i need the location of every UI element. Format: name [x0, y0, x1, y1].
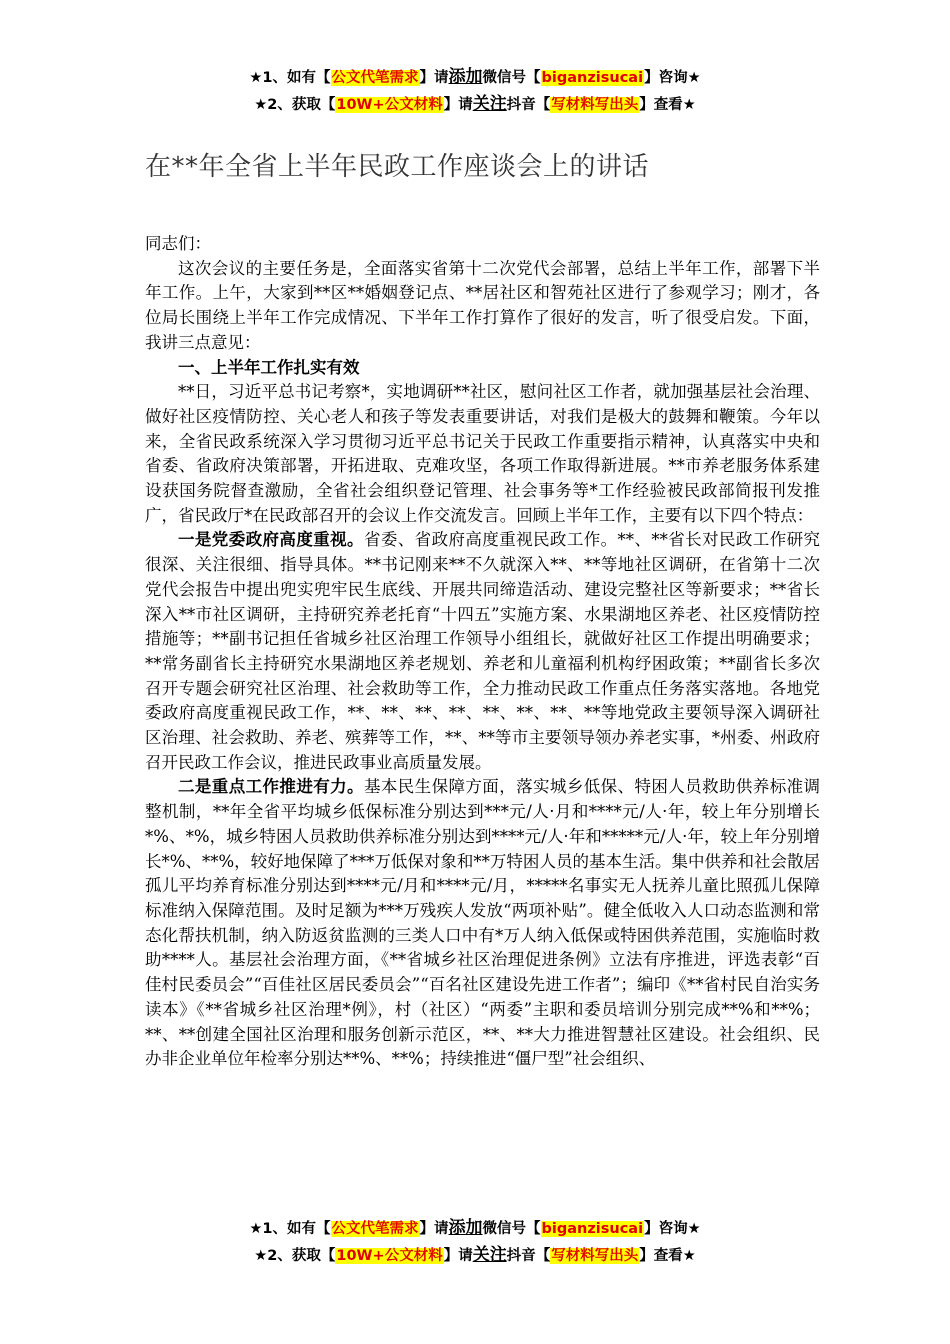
salutation: 同志们： [145, 234, 211, 253]
section-heading: 一、上半年工作扎实有效 [178, 357, 360, 377]
document-body [145, 232, 820, 1072]
paragraph: **日，习近平总书记考察*，实地调研**社区，慰问社区工作者，就加强基层社会治理、做好社区疫情防控、关心老人和孩子等发表重要讲话，对我们是极大的鼓舞和鞭策。今年以来，全省民政系统深入学习贯彻习近平总书记关于民政工作重要指示精神，认真落实中央和省委、省政府决策部署，开拓进取、克难攻坚，各项工作取得新进展。**市养老服务体系建设获国务院督查激励，全省社会组织登记管理、社会事务等*工作经验被民政部简报刊发推广，省民政厅*在民政部召开的会议上作交流发言。回顾上半年工作，主要有以下四个特点： [145, 382, 820, 525]
document-title: 在**年全省上半年民政工作座谈会上的讲话 [145, 152, 650, 182]
highlight-douyin-account: 写材料写出头 [551, 97, 639, 113]
highlight-wechat-id: biganzisucai [541, 1221, 644, 1237]
highlight-service: 公文代笔需求 [331, 1221, 419, 1237]
paragraph: 二是重点工作推进有力。基本民生保障方面，落实城乡低保、特困人员救助供养标准调整机制，**年全省平均城乡低保标准分别达到***元/人·月和****元/人·年，较上年分别增长*%、*%，城乡特困人员救助供养标准分别达到****元/人·年和*****元/人·年，较上年分别增长*%、**%，较好地保障了***万低保对象和**万特困人员的基本生活。集中供养和社会散居孤儿平均养育标准分别达到****元/月和****元/月，*****名事实无人抚养儿童比照孤儿保障标准纳入保障范围。及时足额为***万残疾人发放“两项补贴”。健全低收入人口动态监测和常态化帮扶机制，纳入防返贫监测的三类人口中有*万人纳入低保或特困供养范围，实施临时救助****人。基层社会治理方面，《**省城乡社区治理促进条例》立法有序推进，评选表彰“百佳村民委员会”“百佳社区居民委员会”“百名社区建设先进工作者”；编印《**省村民自治实务读本》《**省城乡社区治理*例》，村（社区）“两委”主职和委员培训分别完成**%和**%；**、**创建全国社区治理和服务创新示范区，**、**大力推进智慧社区建设。社会组织、民办非企业单位年检率分别达**%、**%；持续推进“僵尸型”社会组织、 [145, 777, 821, 1069]
highlight-materials: 10W+公文材料 [336, 97, 443, 113]
promo-line-1: ★1、如有【公文代笔需求】请添加微信号【biganzisucai】咨询★ [249, 1218, 701, 1238]
highlight-wechat-id: biganzisucai [541, 70, 644, 86]
star-icon: ★ [249, 1221, 263, 1237]
point-lead: 二是重点工作推进有力。 [178, 777, 364, 797]
point-lead: 一是党委政府高度重视。 [178, 530, 364, 550]
promo-line-2: ★2、获取【10W+公文材料】请关注抖音【写材料写出头】查看★ [254, 1245, 696, 1265]
star-icon: ★ [249, 70, 263, 86]
highlight-materials: 10W+公文材料 [336, 1248, 443, 1264]
promo-banner-top [0, 64, 950, 118]
intro-paragraph: 这次会议的主要任务是，全面落实省第十二次党代会部署，总结上半年工作，部署下半年工作。上午，大家到**区**婚姻登记点、**居社区和智苑社区进行了参观学习；刚才，各位局长围绕上半年工作完成情况、下半年工作打算作了很好的发言，听了很受启发。下面，我讲三点意见： [145, 258, 820, 352]
highlight-douyin-account: 写材料写出头 [551, 1248, 639, 1264]
star-icon: ★ [254, 1248, 268, 1264]
star-icon: ★ [254, 97, 268, 113]
promo-line-2: ★2、获取【10W+公文材料】请关注抖音【写材料写出头】查看★ [254, 94, 696, 114]
highlight-service: 公文代笔需求 [331, 70, 419, 86]
promo-banner-bottom [0, 1215, 950, 1269]
promo-line-1: ★1、如有【公文代笔需求】请添加微信号【biganzisucai】咨询★ [249, 67, 701, 87]
paragraph: 一是党委政府高度重视。省委、省政府高度重视民政工作。**、**省长对民政工作研究很深、关注很细、指导具体。**书记刚来**不久就深入**、**等地社区调研，在省第十二次党代会报告中提出兜实兜牢民生底线、开展共同缔造活动、建设完整社区等新要求；**省长深入**市社区调研，主持研究养老托育“十四五”实施方案、水果湖地区养老、社区疫情防控措施等；**副书记担任省城乡社区治理工作领导小组组长，就做好社区工作提出明确要求；**常务副省长主持研究水果湖地区养老规划、养老和儿童福利机构纾困政策；**副省长多次召开专题会研究社区治理、社会救助等工作，全力推动民政工作重点任务落实落地。各地党委政府高度重视民政工作，**、**、**、**、**、**、**、**等地党政主要领导深入调研社区治理、社会救助、养老、殡葬等工作，**、**等市主要领导领办养老实事，*州委、州政府召开民政工作会议，推进民政事业高质量发展。 [145, 530, 821, 772]
